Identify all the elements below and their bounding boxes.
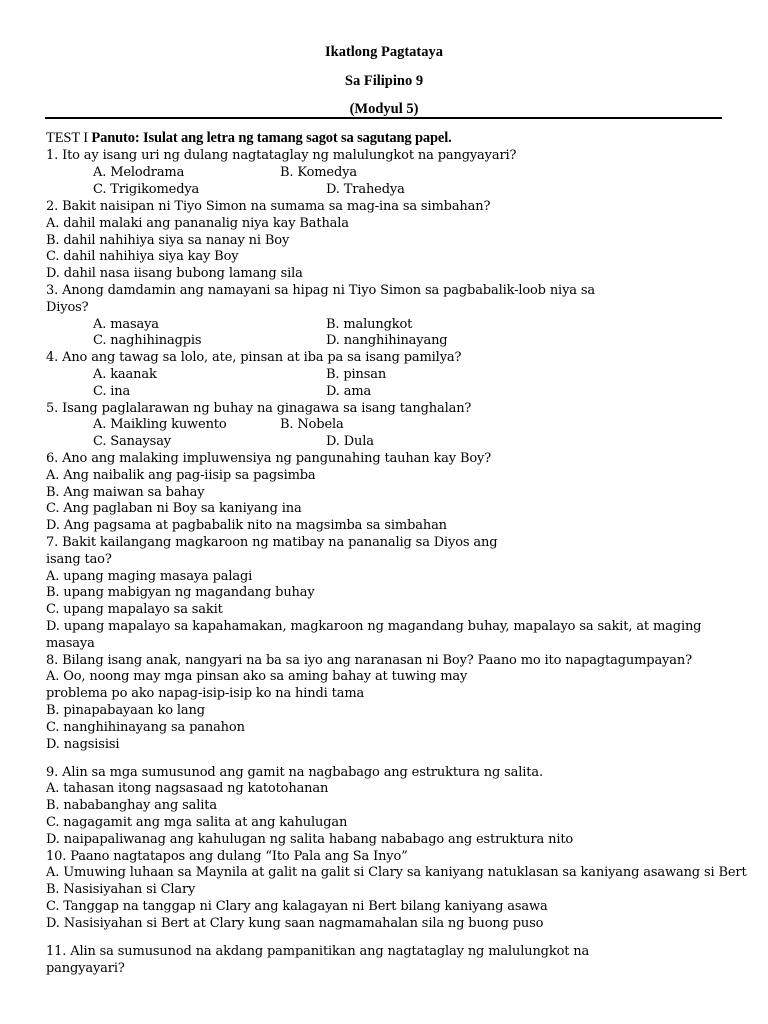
q5-option-a[interactable]: A. Maikling kuwento xyxy=(93,417,227,432)
q4-option-a[interactable]: A. kaanak xyxy=(93,367,157,382)
question-9: 9. Alin sa mga sumusunod ang gamit na nagbabago ang estruktura ng salita. xyxy=(46,765,543,780)
q5-option-d[interactable]: D. Dula xyxy=(326,434,374,449)
test-instruction-line xyxy=(46,130,452,147)
q9-option-d[interactable]: D. naipapaliwanag ang kahulugan ng salita habang nababago ang estruktura nito xyxy=(46,832,574,847)
exam-title: Ikatlong Pagtataya xyxy=(324,44,444,60)
q4-option-b[interactable]: B. pinsan xyxy=(326,367,387,382)
q5-option-b[interactable]: B. Nobela xyxy=(280,417,344,432)
q3-option-a[interactable]: A. masaya xyxy=(93,317,159,332)
q1-option-c[interactable]: C. Trigikomedya xyxy=(93,182,200,197)
q9-option-a[interactable]: A. tahasan itong nagsasaad ng katotohanan xyxy=(46,781,329,796)
q4-option-d[interactable]: D. ama xyxy=(326,384,372,399)
q2-option-c[interactable]: C. dahil nahihiya siya kay Boy xyxy=(46,249,239,264)
question-2: 2. Bakit naisipan ni Tiyo Simon na sumama sa mag-ina sa simbahan? xyxy=(46,199,491,214)
question-5: 5. Isang paglalarawan ng buhay na ginagawa sa isang tanghalan? xyxy=(46,401,472,416)
q10-option-a[interactable]: A. Umuwing luhaan sa Maynila at galit na galit si Clary sa kaniyang natuklasan sa kaniyang asawang si Bert xyxy=(46,865,747,880)
q2-option-a[interactable]: A. dahil malaki ang pananalig niya kay Bathala xyxy=(46,216,349,231)
q1-option-b[interactable]: B. Komedya xyxy=(280,165,357,180)
q9-option-c[interactable]: C. nagagamit ang mga salita at ang kahulugan xyxy=(46,815,348,830)
q1-option-d[interactable]: D. Trahedya xyxy=(326,182,405,197)
question-6: 6. Ano ang malaking impluwensiya ng pangunahing tauhan kay Boy? xyxy=(46,451,492,466)
q7-option-c[interactable]: C. upang mapalayo sa sakit xyxy=(46,602,223,617)
q6-option-a[interactable]: A. Ang naibalik ang pag-iisip sa pagsimba xyxy=(46,468,316,483)
q5-option-c[interactable]: C. Sanaysay xyxy=(93,434,171,449)
q7-option-a[interactable]: A. upang maging masaya palagi xyxy=(46,569,253,584)
q3-option-b[interactable]: B. malungkot xyxy=(326,317,413,332)
header-divider xyxy=(45,117,722,119)
question-10: 10. Paano nagtatapos ang dulang “Ito Pala ang Sa Inyo” xyxy=(46,849,408,864)
q6-option-c[interactable]: C. Ang paglaban ni Boy sa kaniyang ina xyxy=(46,501,302,516)
question-1: 1. Ito ay isang uri ng dulang nagtataglay ng malulungkot na pangyayari? xyxy=(46,148,517,163)
q10-option-b[interactable]: B. Nasisiyahan si Clary xyxy=(46,882,196,897)
q8-option-a-line-2[interactable]: problema po ako napag-isip-isip ko na hindi tama xyxy=(46,686,365,701)
q8-option-d[interactable]: D. nagsisisi xyxy=(46,737,120,752)
question-11-line-2: pangyayari? xyxy=(46,961,125,976)
test-label: TEST I xyxy=(46,130,88,146)
q10-option-d[interactable]: D. Nasisiyahan si Bert at Clary kung saan nagmamahalan sila ng buong puso xyxy=(46,916,544,931)
q2-option-b[interactable]: B. dahil nahihiya siya sa nanay ni Boy xyxy=(46,233,290,248)
q7-option-d-line-1[interactable]: D. upang mapalayo sa kapahamakan, magkaroon ng magandang buhay, mapalayo sa sakit, at maging xyxy=(46,619,702,634)
question-4: 4. Ano ang tawag sa lolo, ate, pinsan at iba pa sa isang pamilya? xyxy=(46,350,462,365)
question-11-line-1: 11. Alin sa sumusunod na akdang pampanitikan ang nagtataglay ng malulungkot na xyxy=(46,944,590,959)
q6-option-b[interactable]: B. Ang maiwan sa bahay xyxy=(46,485,205,500)
question-3-line-1: 3. Anong damdamin ang namayani sa hipag ni Tiyo Simon sa pagbabalik-loob niya sa xyxy=(46,283,595,298)
question-7-line-2: isang tao? xyxy=(46,552,112,567)
q4-option-c[interactable]: C. ina xyxy=(93,384,131,399)
q2-option-d[interactable]: D. dahil nasa iisang bubong lamang sila xyxy=(46,266,303,281)
exam-subject: Sa Filipino 9 xyxy=(344,73,424,89)
q7-option-b[interactable]: B. upang mabigyan ng magandang buhay xyxy=(46,585,315,600)
q8-option-b[interactable]: B. pinapabayaan ko lang xyxy=(46,703,205,718)
q8-option-a-line-1[interactable]: A. Oo, noong may mga pinsan ako sa aming bahay at tuwing may xyxy=(46,669,468,684)
q1-option-a[interactable]: A. Melodrama xyxy=(93,165,185,180)
q6-option-d[interactable]: D. Ang pagsama at pagbabalik nito na magsimba sa simbahan xyxy=(46,518,447,533)
test-instruction: Panuto: Isulat ang letra ng tamang sagot sa sagutang papel. xyxy=(91,130,452,146)
question-8: 8. Bilang isang anak, nangyari na ba sa iyo ang naranasan ni Boy? Paano mo ito napagtagumpayan? xyxy=(46,653,692,668)
question-3-line-2: Diyos? xyxy=(46,300,89,315)
q8-option-c[interactable]: C. nanghihinayang sa panahon xyxy=(46,720,245,735)
question-7-line-1: 7. Bakit kailangang magkaroon ng matibay na pananalig sa Diyos ang xyxy=(46,535,498,550)
q10-option-c[interactable]: C. Tanggap na tanggap ni Clary ang kalagayan ni Bert bilang kaniyang asawa xyxy=(46,899,548,914)
q7-option-d-line-2[interactable]: masaya xyxy=(46,636,95,651)
q3-option-d[interactable]: D. nanghihinayang xyxy=(326,333,448,348)
q9-option-b[interactable]: B. nababanghay ang salita xyxy=(46,798,217,813)
exam-module: (Modyul 5) xyxy=(349,101,419,117)
q3-option-c[interactable]: C. naghihinagpis xyxy=(93,333,202,348)
